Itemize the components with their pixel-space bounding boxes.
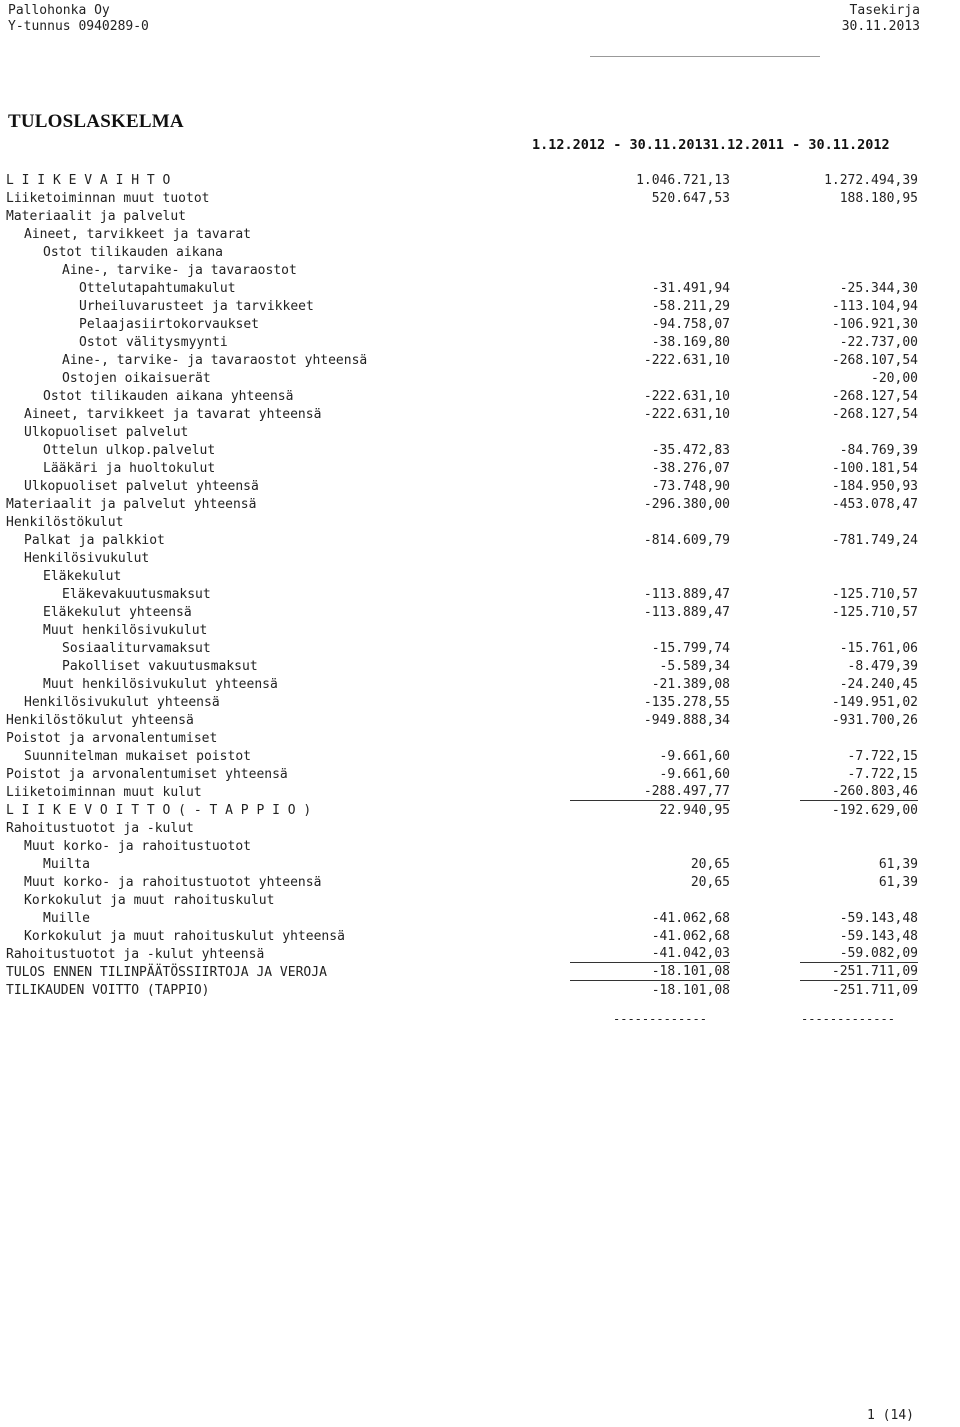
row-label: Liiketoiminnan muut tuotot: [6, 191, 210, 206]
table-row: [0, 892, 960, 910]
row-label: Sosiaaliturvamaksut: [62, 641, 211, 656]
page-number: 1 (14): [867, 1408, 914, 1423]
value-current-period: -38.276,07: [651, 461, 730, 476]
value-previous-period: -59.143,48: [839, 911, 918, 926]
value-previous-period: -8.479,39: [847, 659, 918, 674]
row-label: L I I K E V O I T T O ( - T A P P I O ): [6, 803, 312, 818]
value-previous-period: -260.803,46: [800, 784, 918, 801]
table-row: [0, 712, 960, 730]
table-row: [0, 640, 960, 658]
value-current-period: -58.211,29: [651, 299, 730, 314]
row-label: Urheiluvarusteet ja tarvikkeet: [79, 299, 314, 314]
table-row: [0, 730, 960, 748]
row-label: Korkokulut ja muut rahoituskulut yhteensä: [24, 929, 345, 944]
value-current-period: -41.042,03: [570, 946, 730, 963]
total-dash-line-current: -------------: [613, 1012, 707, 1026]
table-row: [0, 334, 960, 352]
row-label: Henkilöstökulut: [6, 515, 124, 530]
table-row: [0, 748, 960, 766]
value-previous-period: -106.921,30: [831, 317, 918, 332]
page-title: TULOSLASKELMA: [8, 111, 184, 132]
table-row: [0, 424, 960, 442]
value-current-period: -296.380,00: [643, 497, 730, 512]
table-row: [0, 694, 960, 712]
table-row: [0, 604, 960, 622]
table-row: [0, 208, 960, 226]
value-previous-period: -125.710,57: [831, 587, 918, 602]
row-label: Aine-, tarvike- ja tavaraostot: [62, 263, 297, 278]
value-previous-period: -268.127,54: [831, 407, 918, 422]
table-row: [0, 820, 960, 838]
row-label: Pelaajasiirtokorvaukset: [79, 317, 260, 332]
value-previous-period: -84.769,39: [839, 443, 918, 458]
value-current-period: -31.491,94: [651, 281, 730, 296]
table-row: [0, 244, 960, 262]
value-current-period: -41.062,68: [651, 911, 730, 926]
row-label: Aineet, tarvikkeet ja tavarat: [24, 227, 251, 242]
value-previous-period: -113.104,94: [831, 299, 918, 314]
row-label: Materiaalit ja palvelut: [6, 209, 187, 224]
value-current-period: 1.046.721,13: [636, 173, 730, 188]
row-label: Lääkäri ja huoltokulut: [43, 461, 216, 476]
document-type: Tasekirja: [849, 3, 920, 18]
value-previous-period: -24.240,45: [839, 677, 918, 692]
value-previous-period: -453.078,47: [831, 497, 918, 512]
value-previous-period: -125.710,57: [831, 605, 918, 620]
total-dash-line-previous: -------------: [801, 1012, 895, 1026]
row-label: Palkat ja palkkiot: [24, 533, 165, 548]
row-label: Ulkopuoliset palvelut: [24, 425, 189, 440]
value-previous-period: -20,00: [871, 371, 918, 386]
value-previous-period: 61,39: [878, 857, 918, 872]
table-row: [0, 442, 960, 460]
row-label: Poistot ja arvonalentumiset: [6, 731, 218, 746]
value-current-period: -9.661,60: [659, 767, 730, 782]
value-current-period: -41.062,68: [651, 929, 730, 944]
header-divider: [590, 56, 820, 57]
value-current-period: 22.940,95: [659, 803, 730, 818]
value-current-period: -18.101,08: [651, 983, 730, 998]
table-row: [0, 406, 960, 424]
row-label: Muut henkilösivukulut: [43, 623, 208, 638]
value-previous-period: -59.082,09: [800, 946, 918, 963]
value-previous-period: -25.344,30: [839, 281, 918, 296]
row-label: Eläkekulut: [43, 569, 122, 584]
table-row: [0, 586, 960, 604]
row-label: Henkilöstökulut yhteensä: [6, 713, 194, 728]
value-current-period: -222.631,10: [643, 353, 730, 368]
table-row: [0, 802, 960, 820]
value-current-period: -35.472,83: [651, 443, 730, 458]
table-row: [0, 964, 960, 982]
row-label: Eläkekulut yhteensä: [43, 605, 192, 620]
value-current-period: -288.497,77: [570, 784, 730, 801]
value-current-period: 20,65: [690, 857, 730, 872]
value-current-period: -38.169,80: [651, 335, 730, 350]
table-row: [0, 460, 960, 478]
value-current-period: -9.661,60: [659, 749, 730, 764]
table-row: [0, 316, 960, 334]
row-label: Pakolliset vakuutusmaksut: [62, 659, 258, 674]
table-row: [0, 514, 960, 532]
value-previous-period: -59.143,48: [839, 929, 918, 944]
table-row: [0, 856, 960, 874]
table-row: [0, 370, 960, 388]
row-label: Liiketoiminnan muut kulut: [6, 785, 202, 800]
table-row: [0, 226, 960, 244]
row-label: Ostot välitysmyynti: [79, 335, 228, 350]
table-row: [0, 622, 960, 640]
row-label: Muilta: [43, 857, 90, 872]
value-current-period: -21.389,08: [651, 677, 730, 692]
table-row: [0, 658, 960, 676]
value-previous-period: -192.629,00: [831, 803, 918, 818]
table-row: [0, 982, 960, 1000]
value-current-period: -222.631,10: [643, 407, 730, 422]
table-row: [0, 928, 960, 946]
table-row: [0, 910, 960, 928]
value-previous-period: -22.737,00: [839, 335, 918, 350]
value-previous-period: -251.711,09: [800, 964, 918, 981]
value-previous-period: -251.711,09: [831, 983, 918, 998]
value-current-period: -814.609,79: [643, 533, 730, 548]
row-label: Rahoitustuotot ja -kulut: [6, 821, 194, 836]
row-label: Ostot tilikauden aikana yhteensä: [43, 389, 294, 404]
income-statement-table: [0, 172, 960, 1000]
value-current-period: -949.888,34: [643, 713, 730, 728]
row-label: Muut korko- ja rahoitustuotot yhteensä: [24, 875, 322, 890]
row-label: Henkilösivukulut yhteensä: [24, 695, 220, 710]
value-current-period: -73.748,90: [651, 479, 730, 494]
table-row: [0, 262, 960, 280]
value-current-period: -5.589,34: [659, 659, 730, 674]
value-current-period: 520.647,53: [651, 191, 730, 206]
row-label: Muut korko- ja rahoitustuotot: [24, 839, 251, 854]
value-previous-period: -781.749,24: [831, 533, 918, 548]
value-previous-period: -100.181,54: [831, 461, 918, 476]
value-previous-period: -7.722,15: [847, 767, 918, 782]
table-row: [0, 874, 960, 892]
company-name: Pallohonka Oy: [8, 3, 110, 18]
document-date: 30.11.2013: [841, 19, 920, 34]
table-row: [0, 190, 960, 208]
table-row: [0, 172, 960, 190]
period-header: 1.12.2012 - 30.11.20131.12.2011 - 30.11.2012: [532, 137, 890, 153]
value-previous-period: 188.180,95: [839, 191, 918, 206]
row-label: Aine-, tarvike- ja tavaraostot yhteensä: [62, 353, 368, 368]
table-row: [0, 784, 960, 802]
row-label: Ostot tilikauden aikana: [43, 245, 224, 260]
value-previous-period: -149.951,02: [831, 695, 918, 710]
value-previous-period: -7.722,15: [847, 749, 918, 764]
value-current-period: -135.278,55: [643, 695, 730, 710]
row-label: Korkokulut ja muut rahoituskulut: [24, 893, 275, 908]
value-current-period: -15.799,74: [651, 641, 730, 656]
row-label: Muille: [43, 911, 90, 926]
table-row: [0, 838, 960, 856]
row-label: Materiaalit ja palvelut yhteensä: [6, 497, 257, 512]
table-row: [0, 532, 960, 550]
document-header-left: [8, 3, 149, 35]
table-row: [0, 676, 960, 694]
row-label: Eläkevakuutusmaksut: [62, 587, 211, 602]
table-row: [0, 352, 960, 370]
row-label: Suunnitelman mukaiset poistot: [24, 749, 251, 764]
value-previous-period: -15.761,06: [839, 641, 918, 656]
row-label: Rahoitustuotot ja -kulut yhteensä: [6, 947, 265, 962]
value-current-period: -18.101,08: [570, 964, 730, 981]
row-label: TILIKAUDEN VOITTO (TAPPIO): [6, 983, 210, 998]
row-label: Muut henkilösivukulut yhteensä: [43, 677, 278, 692]
row-label: Poistot ja arvonalentumiset yhteensä: [6, 767, 288, 782]
row-label: Ulkopuoliset palvelut yhteensä: [24, 479, 259, 494]
value-current-period: -113.889,47: [643, 605, 730, 620]
table-row: [0, 766, 960, 784]
value-previous-period: 61,39: [878, 875, 918, 890]
row-label: L I I K E V A I H T O: [6, 173, 171, 188]
row-label: Ostojen oikaisuerät: [62, 371, 211, 386]
table-row: [0, 388, 960, 406]
value-previous-period: -268.107,54: [831, 353, 918, 368]
value-current-period: -113.889,47: [643, 587, 730, 602]
table-row: [0, 478, 960, 496]
table-row: [0, 568, 960, 586]
value-previous-period: -268.127,54: [831, 389, 918, 404]
value-previous-period: 1.272.494,39: [824, 173, 918, 188]
value-current-period: 20,65: [690, 875, 730, 890]
row-label: TULOS ENNEN TILINPÄÄTÖSSIIRTOJA JA VEROJA: [6, 965, 327, 980]
table-row: [0, 496, 960, 514]
row-label: Aineet, tarvikkeet ja tavarat yhteensä: [24, 407, 322, 422]
table-row: [0, 550, 960, 568]
table-row: [0, 298, 960, 316]
table-row: [0, 280, 960, 298]
business-id: Y-tunnus 0940289-0: [8, 19, 149, 34]
value-current-period: -222.631,10: [643, 389, 730, 404]
table-row: [0, 946, 960, 964]
value-previous-period: -931.700,26: [831, 713, 918, 728]
row-label: Henkilösivukulut: [24, 551, 150, 566]
value-current-period: -94.758,07: [651, 317, 730, 332]
value-previous-period: -184.950,93: [831, 479, 918, 494]
row-label: Ottelutapahtumakulut: [79, 281, 236, 296]
document-header-right: [842, 3, 920, 35]
row-label: Ottelun ulkop.palvelut: [43, 443, 216, 458]
